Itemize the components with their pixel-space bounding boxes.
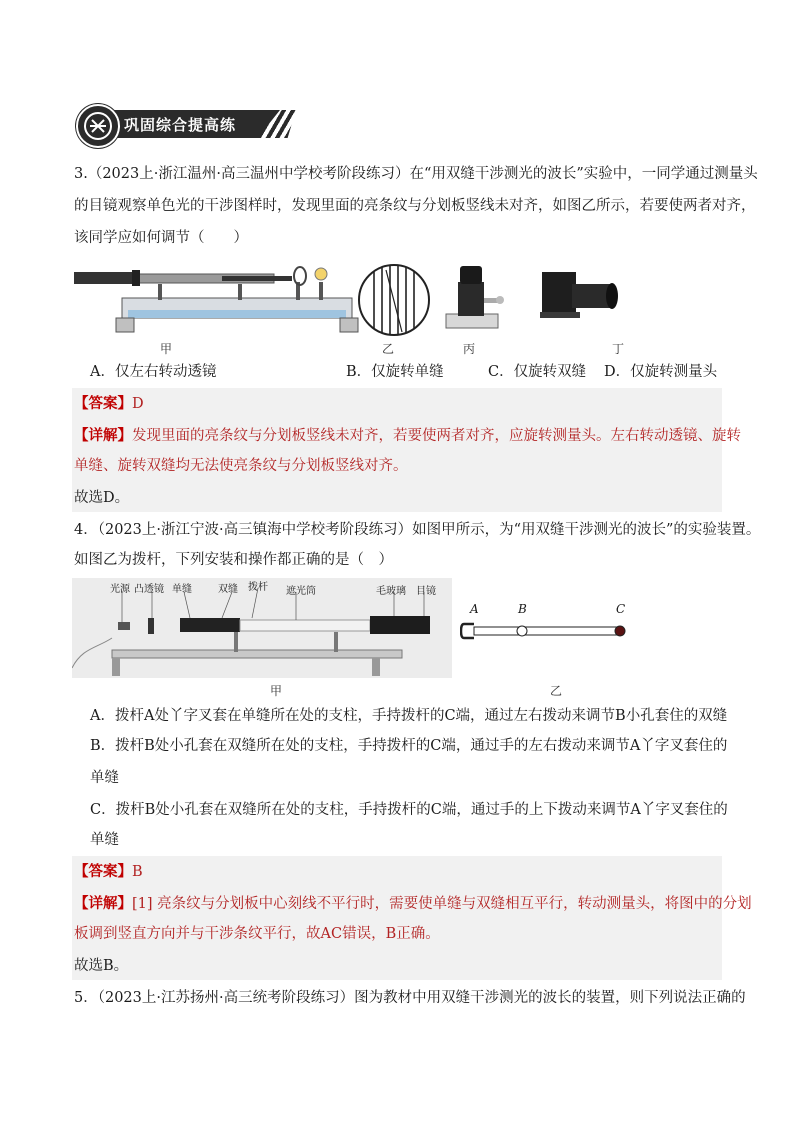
q3-line-1: 3.（2023上·浙江温州·高三温州中学校考阶段练习）在“用双缝干涉测光的波长”实验中，一同学通过测量头 [74,166,758,182]
q3-detail-line-2: 单缝、旋转双缝均无法使亮条纹与分划板竖线对齐。 [74,458,408,474]
section-title: 巩固综合提高练 [124,116,237,134]
detail-text: 发现里面的亮条纹与分划板竖线未对齐，若要使两者对齐，应旋转测量头。左右转动透镜、旋转 [132,428,741,444]
q4-line-1: 4．（2023上·浙江宁波·高三镇海中学校考阶段练习）如图甲所示，为“用双缝干涉测光的波长”的实验装置。 [74,522,761,538]
q3-option-c: C．仅旋转双缝 [488,364,587,380]
answer-tag: 【答案】 [74,863,132,880]
label-convex-lens: 凸透镜 [134,584,164,595]
answer-value: B [132,864,143,880]
q3-option-a: A．仅左右转动透镜 [90,364,217,380]
q4-caption-jia: 甲 [270,684,283,698]
label-ground-glass: 毛玻璃 [376,586,406,597]
label-light-tube: 遮光筒 [286,586,316,597]
q3-option-b: B．仅旋转单缝 [346,364,444,380]
q3-detail-line-1 [74,426,741,446]
label-lever: 拨杆 [248,582,268,593]
detail-text: [1] 亮条纹与分划板中心刻线不平行时，需要使单缝与双缝相互平行，转动测量头，将图中的分划 [132,896,752,912]
q4-option-b: B．拨杆B处小孔套在双缝所在处的支柱，手持拨杆的C端，通过手的左右拨动来调节A丫字叉套住的 [90,738,728,754]
detail-tag: 【详解】 [74,427,132,444]
q4-answer [74,862,143,882]
q4-figure-lever [460,616,630,646]
q3-caption-yi: 乙 [382,342,395,356]
q3-figure-bench [72,262,362,336]
q4-option-b-cont: 单缝 [90,770,119,786]
answer-tag: 【答案】 [74,395,132,412]
q3-conclusion: 故选D。 [74,490,130,506]
q4-answer-box [72,856,722,980]
rod-label-b: B [518,602,527,616]
section-banner [76,104,296,144]
q3-figure-fringes [356,262,432,338]
q3-option-d: D．仅旋转测量头 [604,364,718,380]
q3-answer [74,394,144,414]
q4-option-a: A．拨杆A处丫字叉套在单缝所在处的支柱，手持拨杆的C端，通过左右拨动来调节B小孔套住的双缝 [90,708,728,724]
q3-figure-head-side [538,266,622,332]
q4-conclusion: 故选B。 [74,958,129,974]
q3-figure-head [440,262,510,334]
q4-detail-line-2: 板调到竖直方向并与干涉条纹平行，故AC错误，B正确。 [74,926,440,942]
rod-label-a: A [470,602,479,616]
q4-caption-yi: 乙 [550,684,563,698]
q5-line-1: 5．（2023上·江苏扬州·高三统考阶段练习）图为教材中用双缝干涉测光的波长的装置，则下列说法正确的 [74,990,746,1006]
detail-tag: 【详解】 [74,895,132,912]
label-light-source: 光源 [110,584,130,595]
label-double-slit: 双缝 [218,584,238,595]
q3-caption-jia: 甲 [160,342,173,356]
q3-caption-bing: 丙 [463,342,476,356]
label-single-slit: 单缝 [172,584,192,595]
q4-option-c-cont: 单缝 [90,832,119,848]
q3-line-3: 该同学应如何调节（ ） [74,230,248,246]
q3-answer-box [72,388,722,512]
q3-caption-ding: 丁 [612,342,625,356]
q4-figure-apparatus [72,578,452,678]
rod-label-c: C [616,602,626,616]
emblem-icon [76,104,120,148]
label-eyepiece: 目镜 [416,586,436,597]
answer-value: D [132,396,144,412]
q3-line-2: 的目镜观察单色光的干涉图样时，发现里面的亮条纹与分划板竖线未对齐，如图乙所示，若要使两者对齐， [74,198,756,214]
q4-detail-line-1 [74,894,752,914]
q4-line-2: 如图乙为拨杆，下列安装和操作都正确的是（ ） [74,552,393,568]
q4-option-c: C．拨杆B处小孔套在双缝所在处的支柱，手持拨杆的C端，通过手的上下拨动来调节A丫字叉套住的 [90,802,728,818]
